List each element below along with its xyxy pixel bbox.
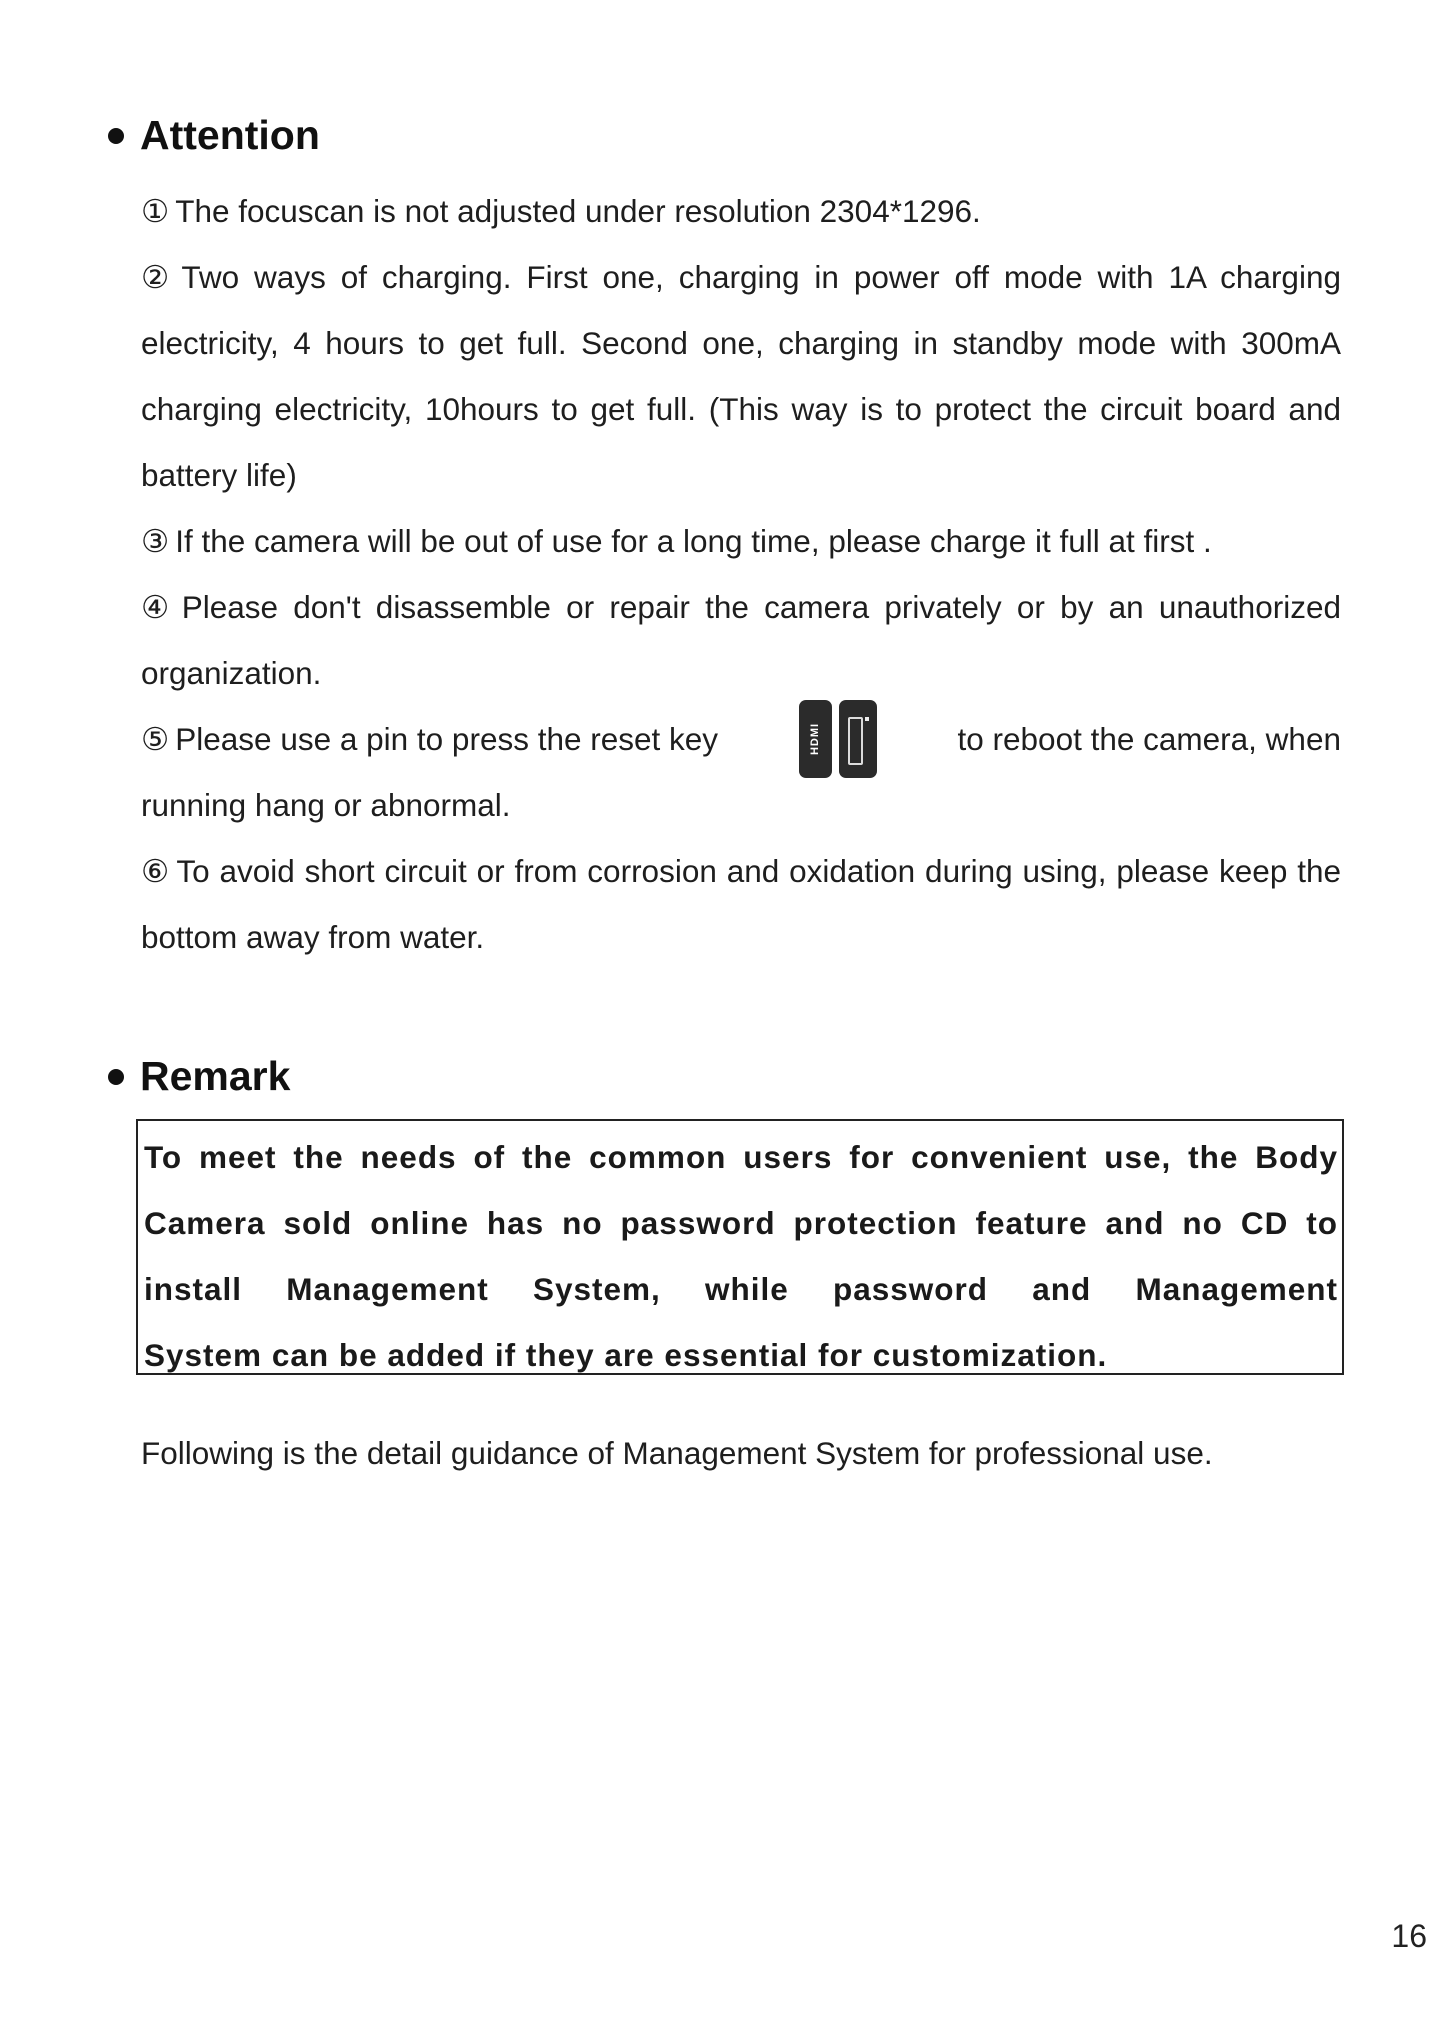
reset-key-icon xyxy=(839,700,877,778)
port-icons xyxy=(799,700,877,778)
item-number: ③ xyxy=(141,523,170,559)
reset-text-cont: running hang or abnormal. xyxy=(141,787,511,823)
item-number: ① xyxy=(141,193,170,229)
bullet-icon xyxy=(108,1069,124,1085)
reset-key-line xyxy=(141,706,1341,772)
page-number: 16 xyxy=(1391,1918,1427,1954)
item-text: If the camera will be out of use for a long time, please charge it full at first . xyxy=(175,523,1212,559)
bullet-icon xyxy=(108,128,124,144)
attention-item-6 xyxy=(141,838,1341,970)
attention-list xyxy=(141,178,1341,970)
attention-heading-text: Attention xyxy=(140,112,320,158)
remark-line: To meet the needs of the common users for convenient use, the Body xyxy=(144,1139,1338,1175)
attention-item-3 xyxy=(141,508,1341,574)
attention-item-2 xyxy=(141,244,1341,508)
item-text: Please don't disassemble or repair the camera privately or by an unauthorized organization. xyxy=(141,589,1341,691)
item-number: ② xyxy=(141,259,176,295)
item-text: The focuscan is not adjusted under resolution 2304*1296. xyxy=(175,193,981,229)
item-number: ④ xyxy=(141,589,176,625)
item-text: Two ways of charging. First one, charging in power off mode with 1A charging electricity, 4 hours to get full. Second one, charging in standby mode with 300mA charging electricity, 10hours to get full. (This way is to protect the circuit board and battery life) xyxy=(141,259,1341,493)
attention-heading xyxy=(108,112,320,159)
attention-item-1 xyxy=(141,178,1341,244)
remark-heading-text: Remark xyxy=(140,1053,291,1099)
reset-text-after: to reboot the camera, when xyxy=(957,721,1341,757)
reset-text-before: ⑤ Please use a pin to press the reset key xyxy=(141,721,719,757)
attention-item-4 xyxy=(141,574,1341,706)
remark-box xyxy=(136,1119,1344,1375)
item-text: To avoid short circuit or from corrosion and oxidation during using, please keep the bottom away from water. xyxy=(141,853,1341,955)
attention-item-5 xyxy=(141,706,1341,838)
item-number: ⑥ xyxy=(141,853,171,889)
remark-line: Camera sold online has no password protection feature and no CD to xyxy=(144,1205,1338,1241)
following-text: Following is the detail guidance of Management System for professional use. xyxy=(141,1435,1213,1471)
hdmi-port-icon xyxy=(799,700,832,778)
remark-heading xyxy=(108,1053,290,1100)
remark-line: System can be added if they are essential for customization. xyxy=(144,1337,1108,1373)
hdmi-label: HDMI xyxy=(809,722,822,756)
remark-line: install Management System, while password and Management xyxy=(144,1271,1338,1307)
item-number: ⑤ xyxy=(141,721,170,757)
